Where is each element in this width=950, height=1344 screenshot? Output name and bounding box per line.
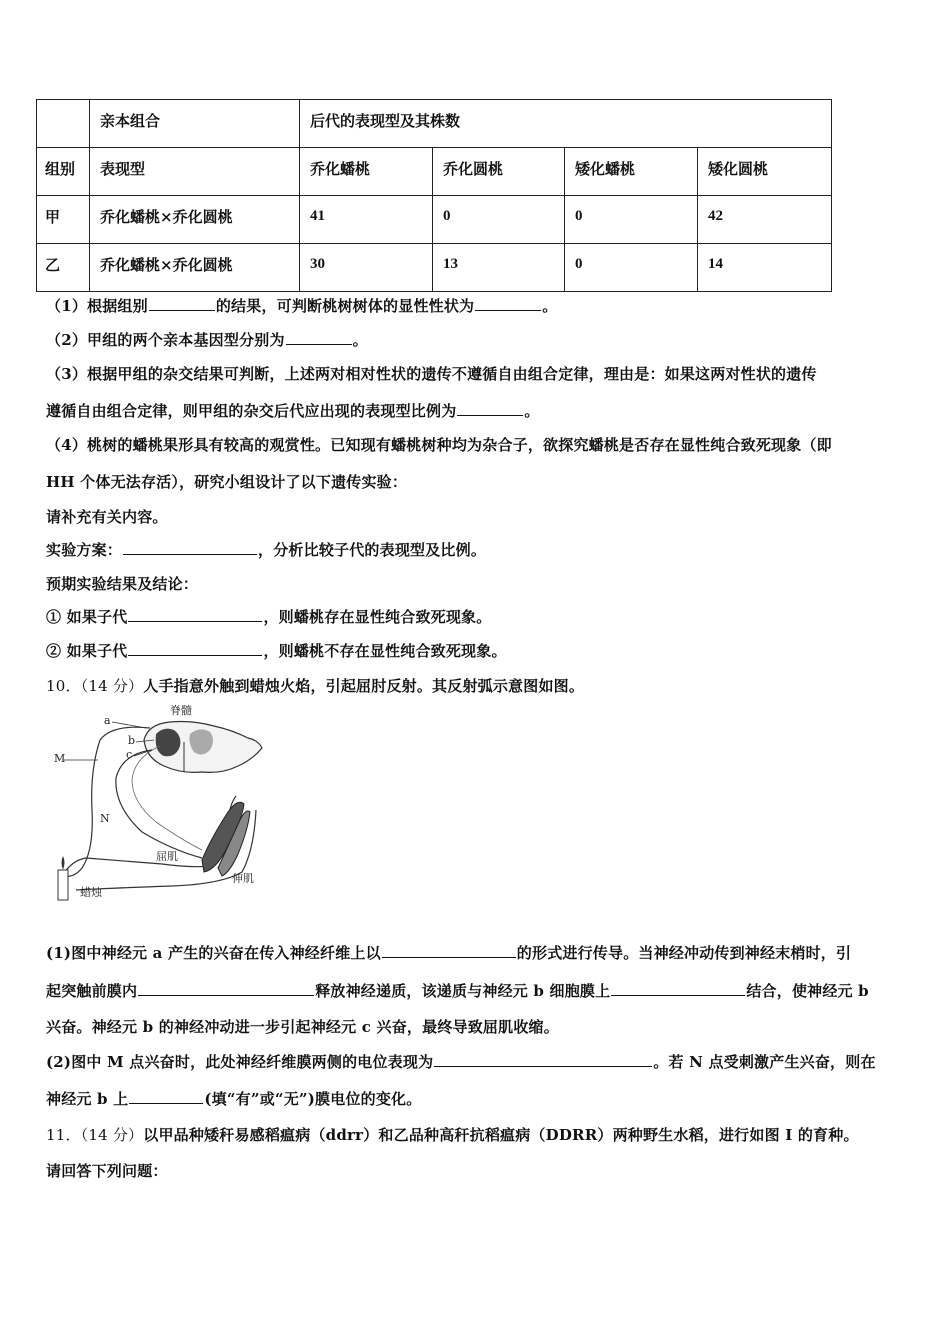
text: 的结果，可判断桃树树体的显性性状为 [215, 297, 475, 315]
q9-expect: 预期实验结果及结论： [46, 575, 199, 593]
table-header-cell: 表现型 [90, 148, 300, 196]
text: ，分析比较子代的表现型及比例。 [258, 541, 487, 559]
table-row [37, 196, 832, 244]
answer-blank[interactable] [286, 331, 352, 345]
table-header-offspring: 后代的表现型及其株数 [300, 100, 832, 148]
text: 释放神经递质，该递质与神经元 b 细胞膜上 [315, 982, 611, 1000]
text: (填“有”或“无”)膜电位的变化。 [204, 1090, 422, 1108]
answer-blank[interactable] [457, 402, 523, 416]
table-header-cell: 乔化蟠桃 [300, 148, 433, 196]
q10-sub2-line2 [46, 1088, 421, 1109]
text: 起突触前膜内 [46, 982, 138, 1000]
text: 的形式进行传导。当神经冲动传到神经末梢时，引 [516, 944, 852, 962]
table-cell [37, 100, 90, 148]
q9-plan [46, 539, 486, 560]
table-cell: 14 [698, 244, 832, 292]
q10-sub1-line1 [46, 942, 851, 963]
text: 以甲品种矮秆易感稻瘟病（ddrr）和乙品种高秆抗稻瘟病（DDRR）两种野生水稻，进行如图 I 的育种。 [143, 1126, 859, 1144]
answer-blank[interactable] [129, 1090, 203, 1104]
answer-blank[interactable] [382, 944, 516, 958]
q9-part3-line1: （3）根据甲组的杂交结果可判断，上述两对相对性状的遗传不遵循自由组合定律，理由是：如果这两对性状的遗传 [46, 365, 817, 383]
q9-part2 [46, 329, 368, 350]
question-number: 11． [46, 1126, 81, 1144]
afferent-nerve [64, 727, 150, 876]
question-number: 10． [46, 677, 81, 695]
answer-blank[interactable] [128, 608, 262, 622]
q10-sub1-line2 [46, 980, 869, 1001]
text: ，则蟠桃不存在显性纯合致死现象。 [263, 642, 507, 660]
answer-blank[interactable] [434, 1053, 652, 1067]
text: 结合，使神经元 b [746, 982, 869, 1000]
label-a: a [104, 714, 111, 727]
text: (2)图中 M 点兴奋时，此处神经纤维膜两侧的电位表现为 [46, 1053, 434, 1071]
q9-result-1 [46, 606, 491, 627]
q9-part1 [46, 295, 557, 316]
text: ① 如果子代 [46, 608, 128, 626]
label-N: N [100, 812, 110, 825]
table-header-row-2 [37, 148, 832, 196]
table-cell: 0 [433, 196, 565, 244]
q9-part3-line2 [46, 400, 540, 421]
q9-result-2 [46, 640, 507, 661]
question-score: （14 分） [80, 677, 144, 695]
table-cell: 13 [433, 244, 565, 292]
text: 人手指意外触到蜡烛火焰，引起屈肘反射。其反射弧示意图如图。 [143, 677, 585, 695]
table-cell: 乔化蟠桃×乔化圆桃 [90, 244, 300, 292]
text: 。 [542, 297, 558, 315]
table-cell: 0 [565, 196, 698, 244]
label-flexor: 屈肌 [156, 850, 178, 863]
answer-blank[interactable] [138, 982, 314, 996]
label-c: c [126, 748, 133, 761]
reflex-arc-diagram [52, 700, 272, 906]
text: ② 如果子代 [46, 642, 128, 660]
answer-blank[interactable] [123, 541, 257, 555]
label-extensor: 伸肌 [232, 872, 254, 885]
text: 。若 N 点受刺激产生兴奋，则在 [653, 1053, 876, 1071]
q9-part4-line2: HH 个体无法存活），研究小组设计了以下遗传实验： [46, 473, 408, 491]
table-header-parents: 亲本组合 [90, 100, 300, 148]
label-M: M [54, 752, 66, 765]
q11-stem-2: 请回答下列问题： [46, 1162, 168, 1180]
question-score: （14 分） [80, 1126, 144, 1144]
table-cell: 甲 [37, 196, 90, 244]
table-cell: 乙 [37, 244, 90, 292]
q10-sub2-line1 [46, 1051, 876, 1072]
text: 实验方案： [46, 541, 123, 559]
table-row [37, 244, 832, 292]
table-header-cell: 乔化圆桃 [433, 148, 565, 196]
text: 神经元 b 上 [46, 1090, 129, 1108]
table-cell: 42 [698, 196, 832, 244]
spinal-cord [144, 722, 262, 773]
table-cell: 30 [300, 244, 433, 292]
table-header-cell: 矮化蟠桃 [565, 148, 698, 196]
text: 。 [352, 331, 368, 349]
table-header-row-1 [37, 100, 832, 148]
answer-blank[interactable] [475, 297, 541, 311]
text: 遵循自由组合定律，则甲组的杂交后代应出现的表现型比例为 [46, 402, 457, 420]
table-header-cell: 组别 [37, 148, 90, 196]
text: （2）甲组的两个亲本基因型分别为 [46, 331, 285, 349]
q9-part4-line1: （4）桃树的蟠桃果形具有较高的观赏性。已知现有蟠桃树种均为杂合子，欲探究蟠桃是否存在显性纯合致死现象（即 [46, 436, 832, 454]
answer-blank[interactable] [149, 297, 215, 311]
text: 。 [524, 402, 540, 420]
table-header-cell: 矮化圆桃 [698, 148, 832, 196]
table-cell: 41 [300, 196, 433, 244]
text: ，则蟠桃存在显性纯合致死现象。 [263, 608, 492, 626]
label-b: b [128, 734, 136, 747]
candle-icon [58, 856, 68, 900]
label-spinal: 脊髓 [170, 704, 192, 717]
q10-stem [46, 675, 584, 696]
q11-stem [46, 1124, 859, 1145]
text: （1）根据组别 [46, 297, 148, 315]
label-candle: 蜡烛 [80, 886, 102, 899]
q9-part4-line3: 请补充有关内容。 [46, 508, 168, 526]
answer-blank[interactable] [611, 982, 745, 996]
results-table [36, 99, 832, 292]
q10-sub1-line3: 兴奋。神经元 b 的神经冲动进一步引起神经元 c 兴奋，最终导致屈肌收缩。 [46, 1018, 559, 1036]
answer-blank[interactable] [128, 642, 262, 656]
text: (1)图中神经元 a 产生的兴奋在传入神经纤维上以 [46, 944, 381, 962]
table-cell: 乔化蟠桃×乔化圆桃 [90, 196, 300, 244]
table-cell: 0 [565, 244, 698, 292]
